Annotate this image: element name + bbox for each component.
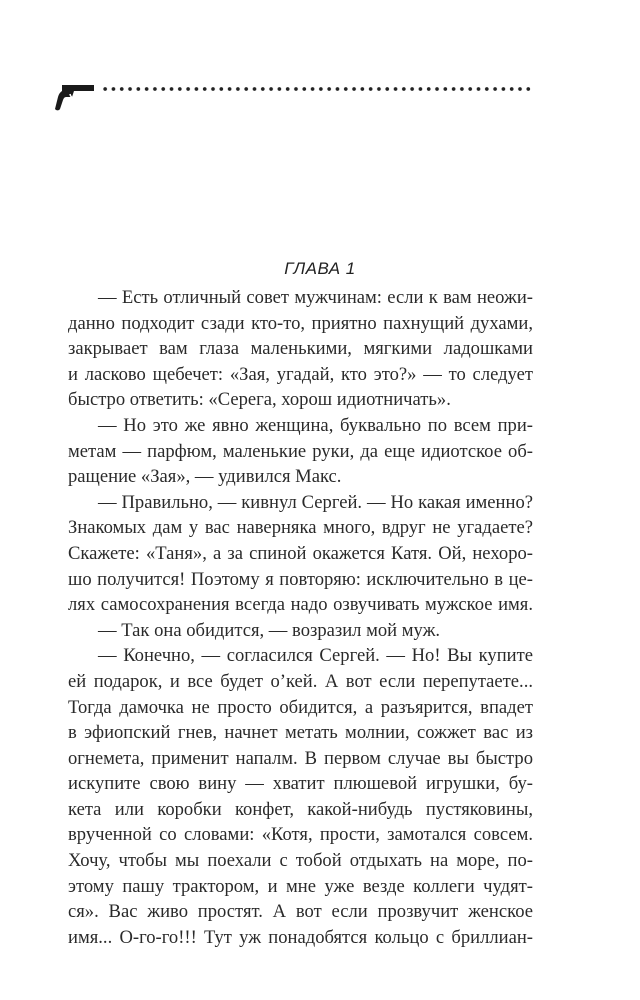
text-line [68, 464, 533, 490]
text-line-content: имя... О-го-го!!! Тут уж понадобятся кольцо с бриллиан- [68, 926, 533, 948]
text-line-content: — Но это же явно женщина, буквально по всем при- [98, 414, 533, 436]
text-line-content: — Есть отличный совет мужчинам: если к вам неожи- [98, 287, 533, 308]
text-line-content: — Конечно, — согласился Сергей. — Но! Вы купите [98, 645, 533, 667]
text-line-content: этому пашу трактором, и мне уже везде коллеги чудят- [68, 875, 533, 897]
text-line [68, 439, 533, 465]
text-line [68, 285, 533, 311]
text-line [68, 874, 533, 900]
text-line [68, 848, 533, 874]
text-line [68, 797, 533, 823]
text-line-content: кета или коробки конфет, какой-нибудь пустяковины, [68, 798, 533, 820]
chapter-body [68, 285, 533, 950]
text-line-content: врученной со словами: «Котя, прости, замотался совсем. [68, 824, 533, 846]
text-line-content: ей подарок, и все будет о’кей. А вот если перепутаете... [68, 670, 533, 692]
text-line [68, 925, 533, 951]
text-line [68, 720, 533, 746]
text-line-content: метам — парфюм, маленькие руки, да еще идиотское об- [68, 440, 533, 462]
text-line-content: ся». Вас живо простят. А вот если прозвучит женское [68, 901, 533, 923]
dotted-rule [101, 85, 533, 93]
text-line [68, 387, 533, 413]
text-line [68, 746, 533, 772]
text-line-content: Тогда дамочка не просто обидится, а разъярится, впадет [68, 696, 533, 718]
text-line-content: Скажете: «Таня», а за спиной окажется Катя. Ой, нехоро- [68, 542, 533, 564]
text-line [68, 515, 533, 541]
text-line-content: ращение «Зая», — удивился Макс. [68, 466, 342, 488]
text-line [68, 669, 533, 695]
text-line [68, 695, 533, 721]
text-line [68, 413, 533, 439]
text-line [68, 490, 533, 516]
text-line [68, 541, 533, 567]
text-line-content: Знакомых дам у вас наверняка много, вдруг не угадаете? [68, 517, 533, 539]
text-line [68, 567, 533, 593]
text-line-content: лях самосохранения всегда надо озвучивать мужское имя. [68, 594, 533, 616]
text-line-content: искупите свою вину — хватит плюшевой игрушки, бу- [68, 773, 533, 795]
text-line-content: закрывает вам глаза маленькими, мягкими ладошками [68, 338, 533, 360]
revolver-icon [54, 83, 96, 111]
text-line-content: — Правильно, — кивнул Сергей. — Но какая именно? [98, 491, 533, 513]
chapter-title: ГЛАВА 1 [284, 259, 356, 278]
text-line [68, 771, 533, 797]
text-line-content: — Так она обидится, — возразил мой муж. [98, 619, 441, 641]
text-line-content: огнемета, применит напалм. В первом случае вы быстро [68, 747, 533, 769]
text-line [68, 643, 533, 669]
text-line-content: и ласково щебечет: «Зая, угадай, кто это?» — то следует [68, 363, 533, 385]
text-line-content: данно подходит сзади кто-то, приятно пахнущий духами, [68, 312, 533, 334]
text-line [68, 336, 533, 362]
text-line-content: в эфиопский гнев, начнет метать молнии, сожжет вас из [68, 722, 533, 744]
text-line [68, 362, 533, 388]
text-line [68, 618, 533, 644]
text-line-content: шо получится! Поэтому я повторяю: исключительно в це- [68, 568, 533, 590]
text-line-content: Хочу, чтобы мы поехали с тобой отдыхать на море, по- [68, 850, 533, 872]
text-line [68, 822, 533, 848]
text-line [68, 311, 533, 337]
text-line [68, 899, 533, 925]
text-line-content: быстро ответить: «Серега, хорош идиотничать». [68, 389, 451, 411]
text-line [68, 592, 533, 618]
